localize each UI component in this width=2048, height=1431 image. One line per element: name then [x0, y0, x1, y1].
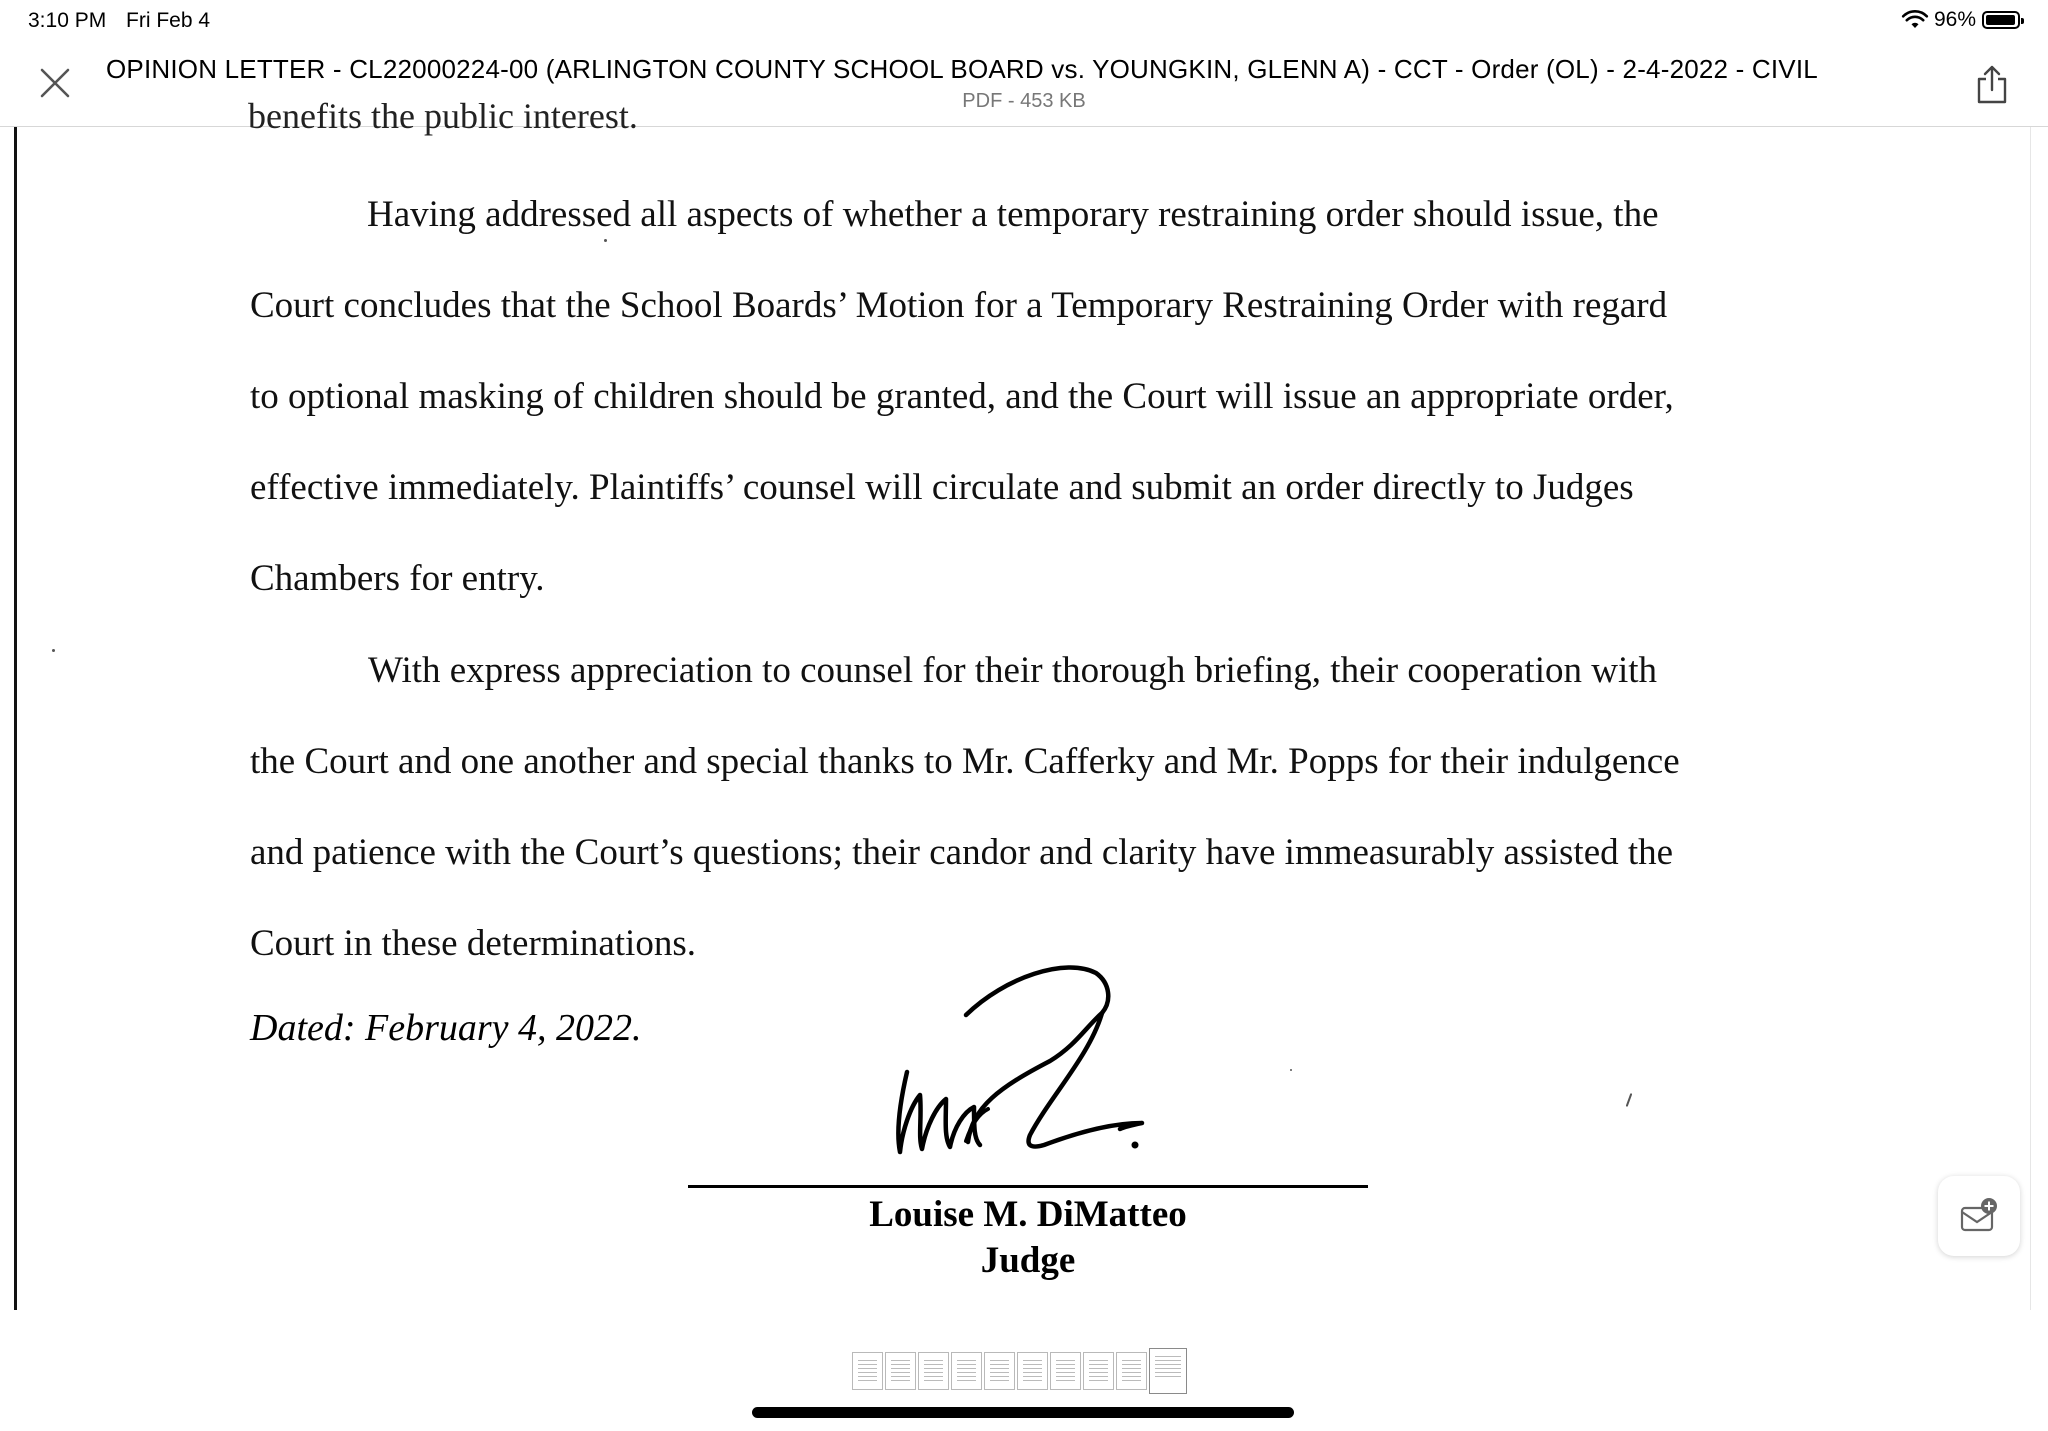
wifi-icon [1902, 10, 1928, 30]
page-thumbnail[interactable] [951, 1352, 982, 1390]
page-edge [14, 127, 17, 1310]
body-line: to optional masking of children should be granted, and the Court will issue an appropriate order, [250, 376, 1674, 417]
markup-icon [1959, 1196, 1999, 1236]
page-thumbnail[interactable] [1017, 1352, 1048, 1390]
status-time: 3:10 PM [28, 9, 107, 32]
page-thumbnails[interactable] [852, 1348, 1187, 1394]
document-subtitle: PDF - 453 KB [962, 90, 1086, 112]
body-line: Chambers for entry. [250, 558, 545, 599]
body-line: Having addressed all aspects of whether a temporary restraining order should issue, the [367, 194, 1659, 235]
status-date: Fri Feb 4 [126, 9, 211, 32]
page-thumbnail[interactable] [885, 1352, 916, 1390]
status-bar [0, 0, 2048, 40]
page-thumbnail[interactable] [1083, 1352, 1114, 1390]
page-thumbnail[interactable] [984, 1352, 1015, 1390]
share-icon [1974, 64, 2010, 106]
page-thumbnail[interactable] [1116, 1352, 1147, 1390]
signer-name: Louise M. DiMatteo [869, 1194, 1187, 1235]
page-thumbnail[interactable] [918, 1352, 949, 1390]
cutoff-text-line: benefits the public interest. [248, 96, 638, 136]
body-line: effective immediately. Plaintiffs’ counsel will circulate and submit an order directly to Judges [250, 467, 1634, 508]
battery-icon [1982, 11, 2020, 29]
document-title: OPINION LETTER - CL22000224-00 (ARLINGTON COUNTY SCHOOL BOARD vs. YOUNGKIN, GLENN A) - CCT - Order (OL) - 2-4-2022 - CIVIL [106, 54, 1818, 84]
battery-percent: 96% [1933, 8, 1976, 31]
scan-speck [1290, 1069, 1292, 1071]
status-right [1902, 8, 2020, 32]
home-indicator[interactable] [752, 1407, 1294, 1418]
page-edge [2030, 127, 2031, 1310]
body-line: Court in these determinations. [250, 923, 696, 964]
scan-speck [604, 239, 607, 242]
body-line: Court concludes that the School Boards’ Motion for a Temporary Restraining Order with regard [250, 285, 1668, 326]
signature-line [688, 1185, 1368, 1188]
share-button[interactable] [1974, 64, 2010, 106]
scan-speck [1626, 1093, 1633, 1107]
body-line: the Court and one another and special thanks to Mr. Cafferky and Mr. Popps for their indulgence [250, 741, 1680, 782]
page-thumbnail-current[interactable] [1149, 1348, 1187, 1394]
body-line: and patience with the Court’s questions; their candor and clarity have immeasurably assisted the [250, 832, 1674, 873]
scan-speck [52, 649, 55, 652]
dated-line: Dated: February 4, 2022. [250, 1007, 642, 1049]
markup-button[interactable] [1938, 1176, 2020, 1256]
page-thumbnail[interactable] [852, 1352, 883, 1390]
signature [880, 927, 1260, 1167]
body-line: With express appreciation to counsel for their thorough briefing, their cooperation with [368, 650, 1658, 691]
page-thumbnail[interactable] [1050, 1352, 1081, 1390]
signer-title: Judge [980, 1240, 1076, 1281]
